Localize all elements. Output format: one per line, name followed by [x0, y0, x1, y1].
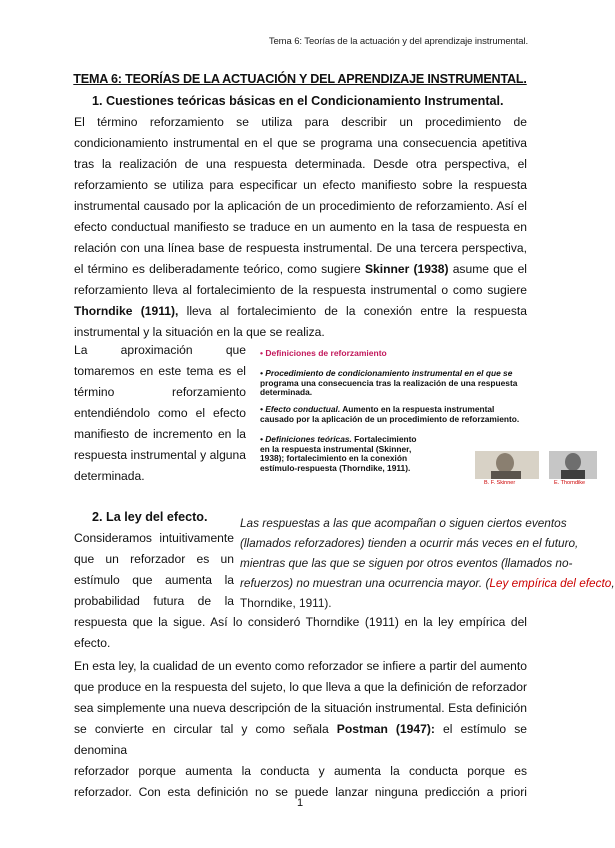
text-line: que produce en la respuesta del sujeto, lo que lleva a que la definición de reforzador: [74, 680, 527, 694]
text-line: El término reforzamiento se utiliza para describir un procedimiento de: [74, 115, 527, 129]
text-line: determinada.: [74, 469, 145, 483]
slide-item-procedimiento: [260, 369, 590, 398]
text-line: reforzador. Con esta definición no se puede lanzar ninguna predicción a priori: [74, 785, 527, 799]
text-line: entendiéndolo como el efecto: [74, 406, 246, 420]
text-run: lleva al fortalecimiento de la conexión entre la respuesta: [178, 304, 527, 318]
paragraph-aproximacion: [74, 340, 246, 487]
text-line: En esta ley, la cualidad de un evento como reforzador se infiere a partir del aumento: [74, 659, 527, 673]
text-line: reforzamiento se utiliza para especificar un efecto manifiesto sobre la respuesta: [74, 178, 527, 192]
paragraph-ley-efecto: [74, 656, 527, 803]
paragraph-reforzamiento: [74, 112, 527, 343]
quote-line: mientras que las que se siguen por otros eventos (llamados no-: [240, 556, 573, 570]
quote-highlight: Ley empírica del efecto: [489, 576, 612, 590]
text-line: tomaremos en este tema es el: [74, 364, 246, 378]
text-line: efecto.: [74, 636, 111, 650]
text-line: respuesta instrumental y alguna: [74, 448, 246, 462]
text-line: probabilidad futura de la: [74, 594, 234, 608]
running-header: Tema 6: Teorías de la actuación y del aprendizaje instrumental.: [268, 36, 528, 47]
slide-item-efecto: [260, 405, 590, 424]
quote-text: refuerzos) no muestran una ocurrencia mayor. (: [240, 576, 490, 590]
text-line: condicionamiento instrumental en el que se programa una consecuencia apetitiva: [74, 136, 527, 150]
text-line: término reforzamiento: [74, 385, 246, 399]
quote-line: (llamados reforzadores) tienden a ocurrir más veces en el futuro,: [240, 536, 579, 550]
text-line: instrumental causado por la aplicación de un procedimiento de reforzamiento. Así el: [74, 199, 527, 213]
slide-text: Fortalecimiento: [351, 434, 417, 444]
text-line: sea simplemente una nueva descripción de la situación instrumental. Esta definición: [74, 701, 527, 715]
text-run: asume que el: [448, 262, 527, 276]
slide-item-teoricas: [260, 435, 450, 473]
paragraph-intuitivamente: [74, 528, 234, 612]
thorndike-photo: [549, 451, 597, 479]
text-line: Consideramos intuitivamente: [74, 531, 234, 545]
text-run: se convierte en circular tal y como señala: [74, 722, 337, 736]
page-number: 1: [296, 797, 304, 809]
slide-text: programa una consecuencia tras la realización de una respuesta: [260, 377, 518, 388]
slide-text: • Definiciones teóricas.: [260, 434, 352, 444]
page-title: TEMA 6: TEORÍAS DE LA ACTUACIÓN Y DEL APRENDIZAJE INSTRUMENTAL.: [73, 72, 527, 86]
text-run: el término es deliberadamente teórico, como sugiere: [74, 262, 365, 276]
text-line: estímulo que aumenta la: [74, 573, 234, 587]
section-heading-2: 2. La ley del efecto.: [92, 510, 208, 524]
text-line: efecto conductual manifiesto se traduce en un aumento en la tasa de respuesta en: [74, 220, 527, 234]
text-line: tras la realización de una respuesta determinada. Desde otra perspectiva, el: [74, 157, 527, 171]
caption-thorndike: E. Thorndike: [554, 480, 586, 486]
slide-text: determinada.: [260, 387, 313, 397]
slide-text: • Efecto conductual.: [260, 404, 341, 414]
slide-image-definiciones: [254, 345, 600, 485]
quote-line: Thorndike, 1911).: [240, 596, 332, 610]
quote-text: ,: [611, 576, 615, 590]
citation-skinner: Skinner (1938): [364, 262, 449, 276]
text-line: [74, 259, 527, 280]
citation-thorndike: Thorndike (1911),: [74, 304, 179, 318]
quote-line: Las respuestas a las que acompañan o siguen ciertos eventos: [240, 516, 567, 530]
text-line: [74, 301, 527, 322]
text-line: relación con una línea base de respuesta instrumental. De una tercera perspectiva,: [74, 241, 527, 255]
paragraph-respuesta: [74, 612, 527, 654]
section-heading-1: 1. Cuestiones teóricas básicas en el Condicionamiento Instrumental.: [92, 94, 504, 108]
slide-text: Aumento en la respuesta instrumental: [340, 404, 495, 414]
slide-text: causado por la aplicación de un procedimiento de reforzamiento.: [260, 413, 520, 424]
text-line: [74, 719, 527, 761]
text-run: el estímulo se denomina: [74, 722, 527, 757]
quote-ley-empirica: [240, 513, 615, 613]
skinner-photo: [475, 451, 539, 479]
text-line: respuesta que la sigue. Así lo consideró Thorndike (1911) en la ley empírica del: [74, 615, 527, 629]
text-line: La aproximación que: [74, 343, 246, 357]
text-line: instrumental y la situación en la que se realiza.: [74, 325, 325, 339]
text-line: reforzador porque aumenta la conducta y aumenta la conducta porque es: [74, 764, 527, 778]
slide-text: 1938); fortalecimiento en la conexión: [260, 453, 408, 463]
caption-skinner: B. F. Skinner: [484, 480, 516, 486]
text-line: que un reforzador es un: [74, 552, 234, 566]
quote-line: [240, 573, 615, 593]
text-line: manifiesto de incremento en la: [74, 427, 246, 441]
slide-text: en la respuesta instrumental (Skinner,: [260, 443, 412, 454]
text-line: reforzamiento lleva al fortalecimiento de la respuesta instrumental o como sugiere: [74, 283, 527, 297]
slide-text: estímulo-respuesta (Thorndike, 1911).: [260, 462, 411, 473]
slide-text: • Procedimiento de condicionamiento instrumental en el que se: [260, 368, 513, 378]
citation-postman: Postman (1947):: [336, 722, 435, 736]
slide-heading: • Definiciones de reforzamiento: [260, 348, 387, 358]
